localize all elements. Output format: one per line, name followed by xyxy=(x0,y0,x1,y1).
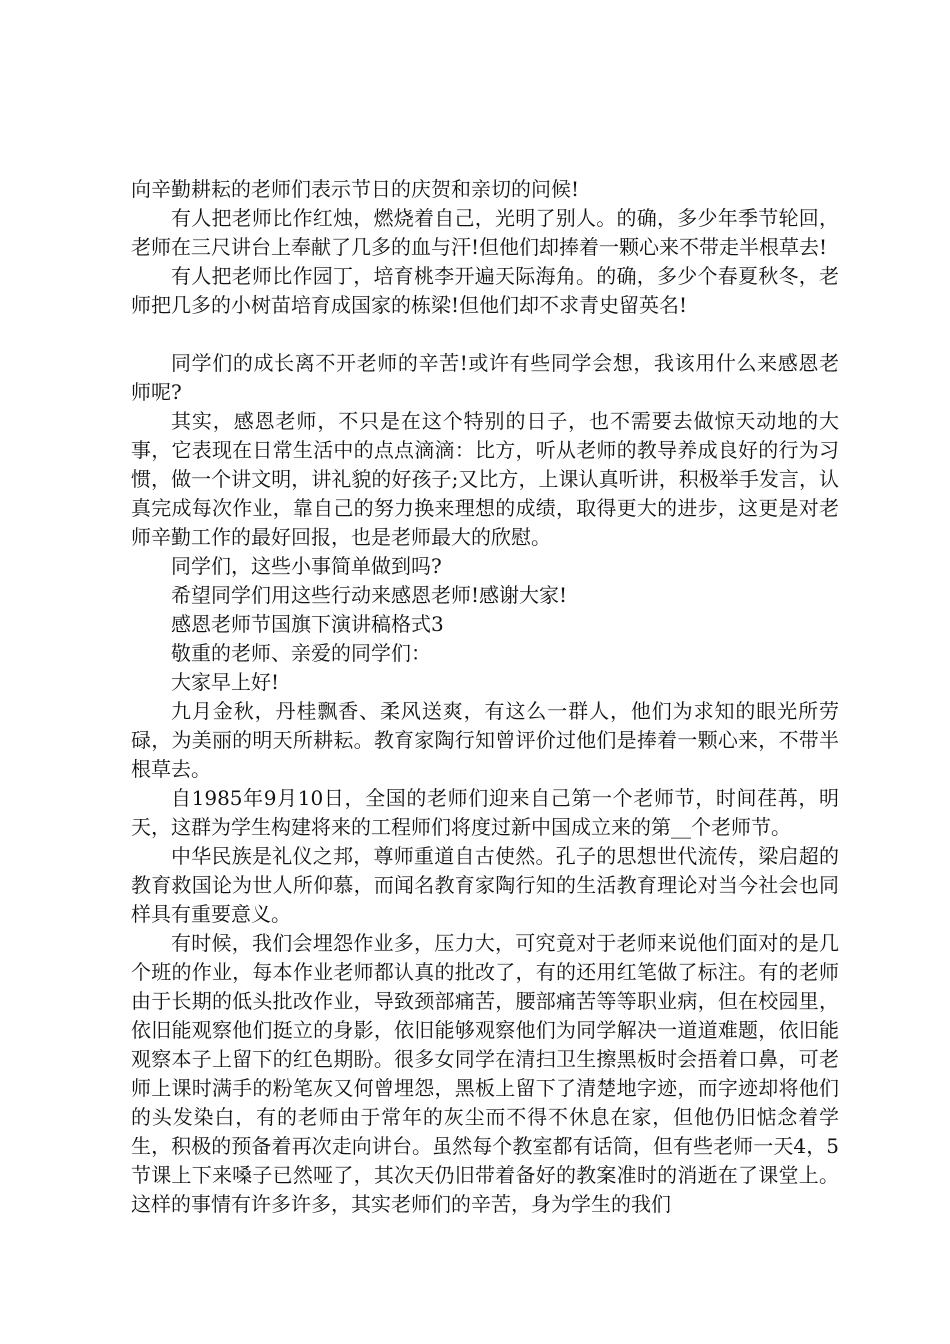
paragraph-5: 其实，感恩老师，不只是在这个特别的日子，也不需要去做惊天动地的大事，它表现在日常生活中的点点滴滴：比方，听从老师的教导养成良好的行为习惯，做一个讲文明，讲礼貌的好孩子;又比方，上课认真听讲，积极举手发言，认真完成每次作业，靠自己的努力换来理想的成绩，取得更大的进步，这更是对老师辛勤工作的最好回报，也是老师最大的欣慰。 xyxy=(131,409,839,549)
paragraph-13: 中华民族是礼仪之邦，尊师重道自古使然。孔子的思想世代流传，梁启超的教育救国论为世人所仰慕，而闻名教育家陶行知的生活教育理论对当今社会也同样具有重要意义。 xyxy=(131,844,839,926)
paragraph-3: 有人把老师比作园丁，培育桃李开遍天际海角。的确，多少个春夏秋冬，老师把几多的小树苗培育成国家的栋梁!但他们却不求青史留英名! xyxy=(131,264,839,317)
document-page xyxy=(131,175,839,1219)
paragraph-12: 自1985年9月10日，全国的老师们迎来自己第一个老师节，时间荏苒，明天，这群为学生构建将来的工程师们将度过新中国成立来的第__个老师节。 xyxy=(131,786,839,839)
paragraph-2: 有人把老师比作红烛，燃烧着自己，光明了别人。的确，多少年季节轮回，老师在三尺讲台上奉献了几多的血与汗!但他们却捧着一颗心来不带走半根草去! xyxy=(131,206,839,259)
paragraph-14: 有时候，我们会埋怨作业多，压力大，可究竟对于老师来说他们面对的是几个班的作业，每本作业老师都认真的批改了，有的还用红笔做了标注。有的老师由于长期的低头批改作业，导致颈部痛苦，腰部痛苦等等职业病，但在校园里，依旧能观察他们挺立的身影，依旧能够观察他们为同学解决一道道难题，依旧能观察本子上留下的红色期盼。很多女同学在清扫卫生擦黑板时会捂着口鼻，可老师上课时满手的粉笔灰又何曾埋怨，黑板上留下了清楚地字迹，而字迹却将他们的头发染白，有的老师由于常年的灰尘而不得不休息在家，但他仍旧惦念着学生，积极的预备着再次走向讲台。虽然每个教室都有话筒，但有些老师一天4，5节课上下来嗓子已然哑了，其次天仍旧带着备好的教案准时的消逝在了课堂上。这样的事情有许多许多，其实老师们的辛苦，身为学生的我们 xyxy=(131,931,839,1216)
paragraph-6: 同学们，这些小事简单做到吗? xyxy=(171,554,442,578)
paragraph-1: 向辛勤耕耘的老师们表示节日的庆贺和亲切的问候! xyxy=(131,177,580,201)
section-heading: 感恩老师节国旗下演讲稿格式3 xyxy=(171,612,444,636)
salutation: 敬重的老师、亲爱的同学们： xyxy=(171,641,431,665)
paragraph-4: 同学们的成长离不开老师的辛苦!或许有些同学会想，我该用什么来感恩老师呢? xyxy=(131,351,839,404)
paragraph-7: 希望同学们用这些行动来感恩老师!感谢大家! xyxy=(171,583,568,607)
greeting: 大家早上好! xyxy=(171,670,280,694)
paragraph-11: 九月金秋，丹桂飘香、柔风送爽，有这么一群人，他们为求知的眼光所劳碌，为美丽的明天所耕耘。教育家陶行知曾评价过他们是捧着一颗心来，不带半根草去。 xyxy=(131,699,839,781)
